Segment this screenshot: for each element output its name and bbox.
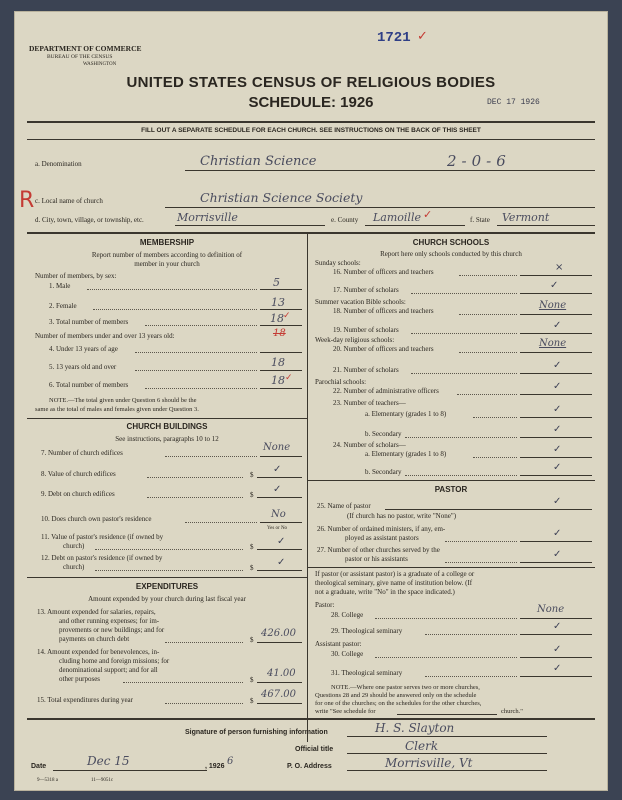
q23-label: 23. Number of teachers— [333,399,406,407]
q23a-check-mark: ✓ [553,404,562,415]
q1-male-label: 1. Male [49,282,71,290]
q18-value: None [539,300,567,311]
q6-total-label: 6. Total number of members [49,381,129,389]
q9-debt-label: 9. Debt on church edifices [41,490,115,498]
q19-label: 19. Number of scholars [333,326,399,334]
q23a-label: a. Elementary (grades 1 to 8) [365,410,447,418]
yes-or-no-hint: Yes or No [267,526,288,531]
q23b-check-mark: ✓ [553,424,562,435]
received-date-stamp: DEC 17 1926 [487,98,540,107]
q2-female-label: 2. Female [49,302,77,310]
date-value: Dec 15 [87,754,130,768]
q26-label-2: ployed as assistant pastors [345,534,419,542]
q10-residence-value: No [271,509,286,520]
parochial-schools-label: Parochial schools: [315,378,367,386]
instruction-line: FILL OUT A SEPARATE SCHEDULE FOR EACH CHURCH. SEE INSTRUCTIONS ON THE BACK OF THIS SHEET [141,127,481,134]
q8-value-label: 8. Value of church edifices [41,470,116,478]
q22-check-mark: ✓ [553,381,562,392]
dollar-sign: $ [250,491,254,499]
graduate-instructions: If pastor (or assistant pastor) is a graduate of a college or [315,570,475,578]
q24a-label: a. Elementary (grades 1 to 8) [365,450,447,458]
membership-intro: Report number of members according to definition of [91,251,243,259]
department-label: DEPARTMENT OF COMMERCE [29,44,142,53]
q5-over-13-value: 18 [271,356,285,369]
state-value: Vermont [502,211,550,224]
form-code: 9—5318 a [37,778,58,783]
q29-seminary-label: 29. Theological seminary [331,627,403,635]
q23b-label: b. Secondary [365,430,402,438]
q14-benevolences-label: 14. Amount expended for benevolences, in- [37,648,160,656]
local-church-name-value: Christian Science Society [200,190,363,205]
q13-running-expenses-value: 426.00 [261,628,296,639]
pastor-note-2: Questions 28 and 29 should be answered only on the schedule [315,692,477,699]
q25-pastor-name-label: 25. Name of pastor [317,502,371,510]
q6-total-value: 18 [271,374,285,387]
weekday-schools-label: Week-day religious schools: [315,336,395,344]
church-buildings-heading: CHURCH BUILDINGS [126,422,208,431]
dollar-sign: $ [250,697,254,705]
official-title-value: Clerk [405,739,439,753]
red-check-mark: ✓ [423,209,433,221]
local-church-name-label: c. Local name of church [35,197,103,205]
q9-check-mark: ✓ [273,484,282,495]
bureau-label: BUREAU OF THE CENSUS [47,54,113,60]
washington-label: WASHINGTON [83,62,117,67]
expenditures-heading: EXPENDITURES [135,582,199,591]
q16-mark: × [555,262,564,273]
year-handwritten-digit: 6 [227,756,234,767]
q17-check-mark: ✓ [550,280,559,291]
q20-label: 20. Number of officers and teachers [333,345,434,353]
q27-label: 27. Number of other churches served by the [317,546,440,554]
year-label: , 1926 [205,763,225,770]
q16-label: 16. Number of officers and teachers [333,268,434,276]
schedule-year: SCHEDULE: 1926 [248,94,374,111]
red-check-mark: ✓ [417,28,428,43]
q14-line-3: denominational support; and for all [59,666,158,674]
church-buildings-instructions: See instructions, paragraphs 10 to 12 [115,435,219,443]
q19-check-mark: ✓ [553,320,562,331]
q12-residence-debt-label: 12. Debt on pastor's residence (if owned by [41,554,163,562]
pastor-note: NOTE.—Where one pastor serves two or more churches, [331,684,480,691]
pastor-heading: PASTOR [434,485,468,494]
age-groups-label: Number of members under and over 13 years old: [35,332,175,340]
q29-check-mark: ✓ [553,621,562,632]
q21-check-mark: ✓ [553,360,562,371]
q21-label: 21. Number of scholars [333,366,399,374]
schedule-number-stamp: 1721 [377,30,411,46]
q2-female-value: 13 [271,296,285,309]
dollar-sign: $ [250,636,254,644]
pastor-subhead: Pastor: [315,601,335,609]
denomination-code: 2-0-6 [447,152,511,170]
q3-total-label: 3. Total number of members [49,318,129,326]
q11-residence-value-label-2: church) [63,542,85,550]
q12-residence-debt-label-2: church) [63,563,85,571]
q14-benevolences-value: 41.00 [267,668,296,679]
q28-college-value: None [537,604,565,615]
membership-note-2: same as the total of males and females given under Question 3. [35,406,199,413]
q24-label: 24. Number of scholars— [333,441,406,449]
denomination-label: a. Denomination [35,160,82,168]
q4-under-13-label: 4. Under 13 years of age [49,345,118,353]
date-label: Date [31,763,47,770]
q18-label: 18. Number of officers and teachers [333,307,434,315]
q13-running-expenses-label: 13. Amount expended for salaries, repairs, [37,608,156,616]
dollar-sign: $ [250,564,254,572]
red-check-mark: ✓ [285,372,293,382]
signature-value: H. S. Slayton [375,721,455,735]
q26-check-mark: ✓ [553,528,562,539]
q27-label-2: pastor or his assistants [345,555,408,563]
q13-line-3: provements or new buildings; and for [59,626,165,634]
q25-hint: (If church has no pastor, write "None") [347,512,457,520]
q31-check-mark: ✓ [553,663,562,674]
sunday-schools-label: Sunday schools: [315,259,361,267]
membership-intro-2: member in your church [134,260,200,268]
vacation-schools-label: Summer vacation Bible schools: [315,298,406,306]
q13-line-2: and other running expenses; for im- [59,617,160,625]
q17-label: 17. Number of scholars [333,286,399,294]
age-groups-value: 18 [273,328,286,339]
census-schedule-page [15,12,607,790]
print-code: 11—9051c [91,778,114,783]
graduate-instructions-2: theological seminary, give name of institution below. (If [315,579,473,587]
q15-total-value: 467.00 [261,689,296,700]
q26-label: 26. Number of ordained ministers, if any, em- [317,525,446,533]
q15-total-label: 15. Total expenditures during year [37,696,133,704]
red-check-mark: ✓ [283,310,291,320]
church-schools-intro: Report here only schools conducted by this church [380,250,522,258]
q31-seminary-label: 31. Theological seminary [331,669,403,677]
county-value: Lamoille [373,211,421,224]
q24a-check-mark: ✓ [553,444,562,455]
q24b-check-mark: ✓ [553,462,562,473]
pastor-note-4: write "See schedule for [315,708,376,715]
q1-male-value: 5 [273,276,280,289]
q14-line-4: other purposes [59,675,101,683]
q13-line-4: payments on church debt [59,635,130,643]
city-value: Morrisville [177,211,238,224]
county-label: e. County [331,216,359,224]
members-by-sex-label: Number of members, by sex: [35,272,117,280]
q30-check-mark: ✓ [553,644,562,655]
form-title: UNITED STATES CENSUS OF RELIGIOUS BODIES [126,74,496,91]
q5-over-13-label: 5. 13 years old and over [49,363,117,371]
q8-check-mark: ✓ [273,464,282,475]
po-address-value: Morrisville, Vt [385,756,473,770]
membership-heading: MEMBERSHIP [139,238,195,247]
dollar-sign: $ [250,676,254,684]
q11-residence-value-label: 11. Value of pastor's residence (if owned by [41,533,164,541]
signature-label: Signature of person furnishing information [185,729,328,736]
q22-label: 22. Number of administrative officers [333,387,439,395]
q27-check-mark: ✓ [553,549,562,560]
q30-college-label: 30. College [331,650,364,658]
margin-r-mark: R [19,188,35,213]
pastor-note-5: church." [501,708,523,715]
membership-note: NOTE.—The total given under Question 6 should be the [49,397,197,404]
q28-college-label: 28. College [331,611,364,619]
q11-check-mark: ✓ [277,536,286,547]
q24b-label: b. Secondary [365,468,402,476]
denomination-value: Christian Science [200,154,317,169]
assistant-pastor-subhead: Assistant pastor: [315,640,362,648]
pastor-note-3: for one of the churches; on the schedules for the other churches, [315,700,482,707]
state-label: f. State [470,216,490,224]
official-title-label: Official title [295,746,334,753]
q3-total-value: 18 [270,312,284,325]
expenditures-intro: Amount expended by your church during last fiscal year [88,595,246,603]
q7-edifices-label: 7. Number of church edifices [41,449,123,457]
dollar-sign: $ [250,471,254,479]
q12-check-mark: ✓ [277,557,286,568]
dollar-sign: $ [250,543,254,551]
q10-residence-label: 10. Does church own pastor's residence [41,515,152,523]
q14-line-2: cluding home and foreign missions; for [59,657,170,665]
city-label: d. City, town, village, or township, etc. [35,216,144,224]
q20-value: None [539,338,567,349]
church-schools-heading: CHURCH SCHOOLS [412,238,490,247]
graduate-instructions-3: not a graduate, write "No" in the space indicated.) [315,588,455,596]
q7-edifices-value: None [263,442,291,453]
q25-check-mark: ✓ [553,496,562,507]
po-address-label: P. O. Address [287,763,332,770]
